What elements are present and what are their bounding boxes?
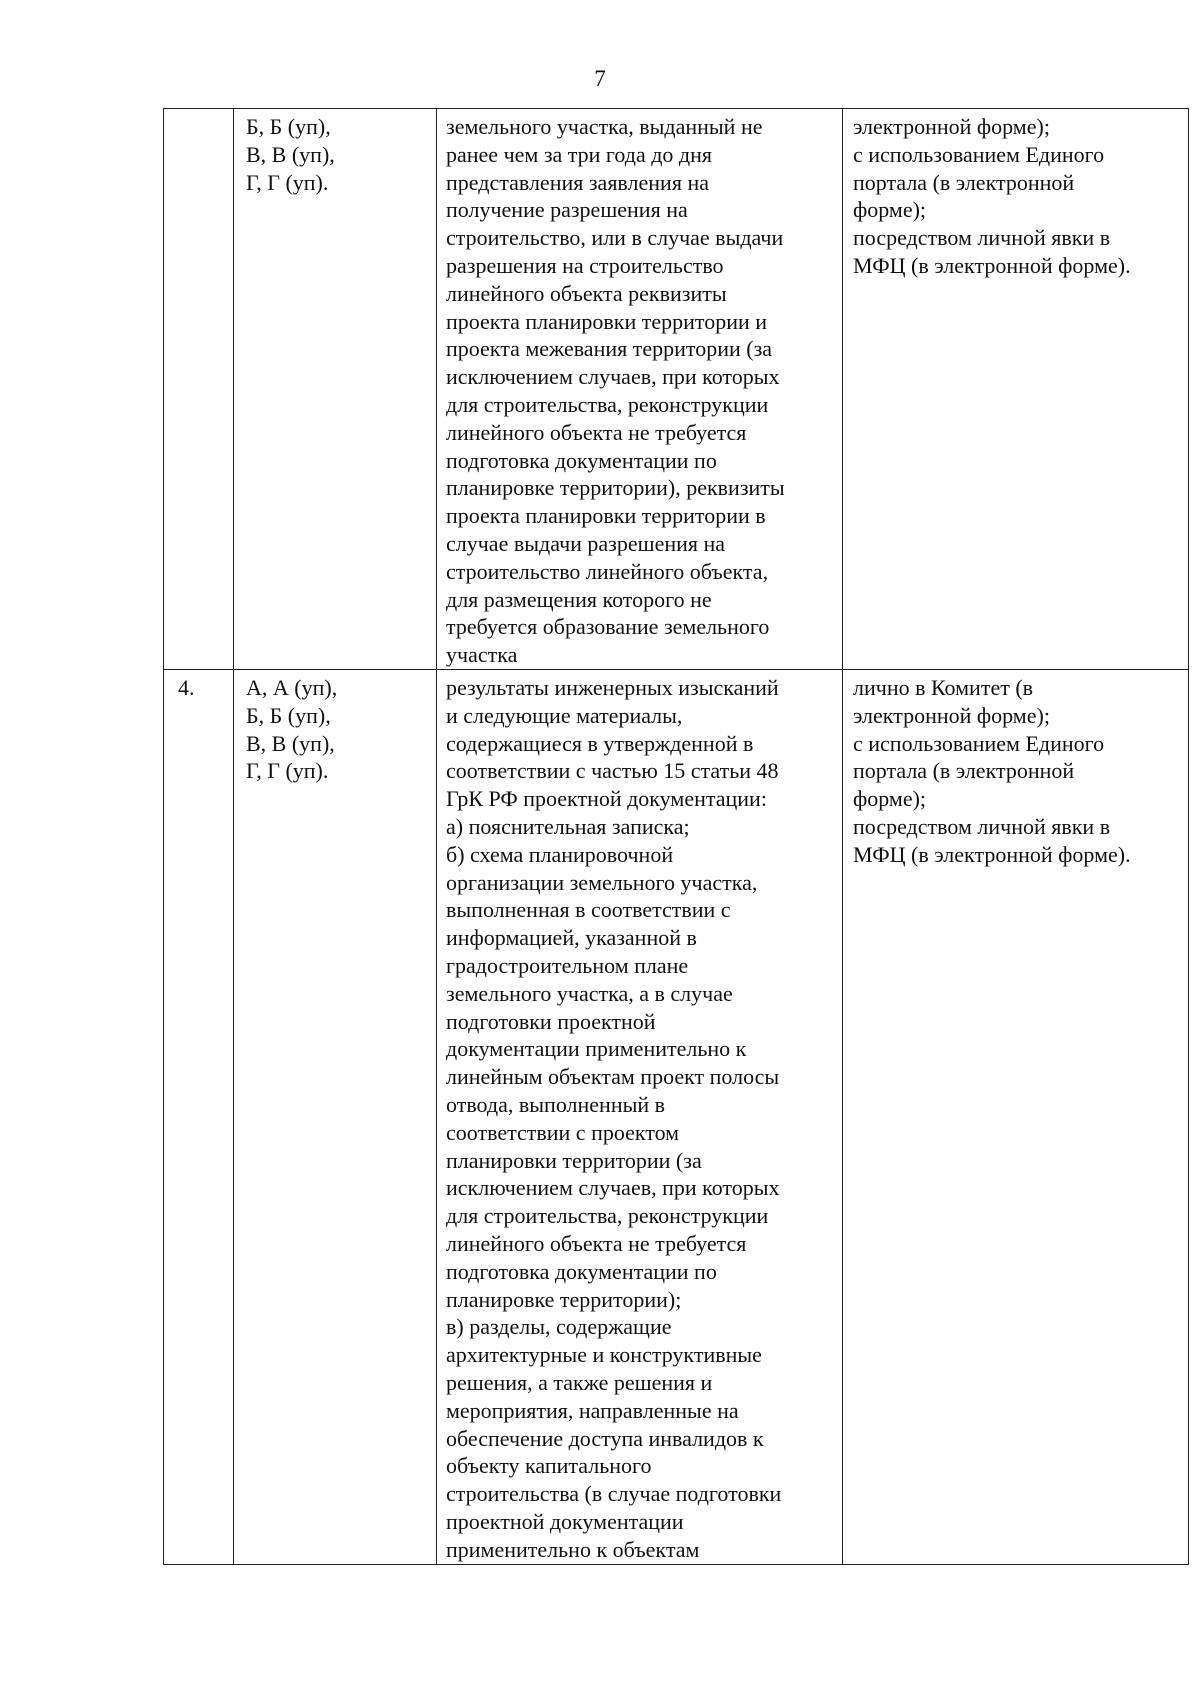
method-line: электронной форме);	[853, 114, 1050, 139]
document-line: информацией, указанной в	[446, 925, 697, 951]
document-line: градостроительном плане	[446, 952, 689, 978]
documents-cell	[437, 109, 843, 670]
method-line: МФЦ (в электронной форме).	[853, 841, 1131, 867]
document-line: соответствии с проектом	[446, 1119, 680, 1145]
category-line: Г, Г (уп).	[246, 169, 329, 195]
method-line: электронной форме);	[853, 702, 1050, 728]
table-row	[164, 109, 1189, 670]
document-line: архитектурные и конструктивные	[446, 1342, 762, 1368]
category-line: А, А (уп),	[246, 675, 338, 700]
document-line: строительство линейного объекта,	[446, 558, 769, 584]
method-line: посредством личной явки в	[853, 813, 1111, 839]
document-line: результаты инженерных изысканий	[446, 675, 779, 700]
row-number-cell	[164, 109, 234, 670]
method-line: с использованием Единого	[853, 141, 1105, 167]
document-line: проектной документации	[446, 1508, 684, 1534]
table-row	[164, 670, 1189, 1565]
applicant-categories-cell	[234, 109, 437, 670]
document-line: организации земельного участка,	[446, 869, 758, 895]
document-line: и следующие материалы,	[446, 702, 683, 728]
document-line: исключением случаев, при которых	[446, 1175, 780, 1201]
document-line: подготовка документации по	[446, 1258, 717, 1284]
document-line: линейным объектам проект полосы	[446, 1064, 780, 1090]
method-line: портала (в электронной	[853, 169, 1075, 195]
document-line: земельного участка, выданный не	[446, 114, 763, 139]
applicant-categories-cell	[234, 670, 437, 1565]
document-line: представления заявления на	[446, 169, 709, 195]
document-line: планировке территории);	[446, 1286, 682, 1312]
document-line: применительно к объектам	[446, 1536, 700, 1562]
document-line: случае выдачи разрешения на	[446, 530, 726, 556]
document-line: подготовка документации по	[446, 447, 717, 473]
document-line: строительства (в случае подготовки	[446, 1481, 782, 1507]
method-line: форме);	[853, 197, 927, 223]
document-line: требуется образование земельного	[446, 614, 770, 640]
submission-methods-cell	[843, 670, 1189, 1565]
document-line: объекту капитального	[446, 1453, 652, 1479]
document-line: отвода, выполненный в	[446, 1091, 666, 1117]
document-line: а) пояснительная записка;	[446, 813, 690, 839]
document-line: ранее чем за три года до дня	[446, 141, 713, 167]
document-line: линейного объекта не требуется	[446, 419, 747, 445]
document-line: ГрК РФ проектной документации:	[446, 786, 767, 812]
document-line: проекта планировки территории и	[446, 308, 768, 334]
document-table	[163, 108, 1189, 1565]
method-line: портала (в электронной	[853, 758, 1075, 784]
document-line: исключением случаев, при которых	[446, 364, 780, 390]
row-number: 4.	[178, 675, 195, 700]
document-line: планировки территории (за	[446, 1147, 702, 1173]
document-line: для размещения которого не	[446, 586, 712, 612]
submission-methods-cell	[843, 109, 1189, 670]
document-line: для строительства, реконструкции	[446, 1203, 769, 1229]
method-line: лично в Комитет (в	[853, 675, 1034, 700]
document-line: для строительства, реконструкции	[446, 391, 769, 417]
category-line: В, В (уп),	[246, 730, 335, 756]
document-line: мероприятия, направленные на	[446, 1397, 739, 1423]
document-line: линейного объекта не требуется	[446, 1230, 747, 1256]
document-line: обеспечение доступа инвалидов к	[446, 1425, 764, 1451]
document-line: строительство, или в случае выдачи	[446, 225, 784, 251]
document-line: участка	[446, 642, 518, 668]
method-line: посредством личной явки в	[853, 225, 1111, 251]
document-line: подготовки проектной	[446, 1008, 656, 1034]
document-line: получение разрешения на	[446, 197, 688, 223]
category-line: В, В (уп),	[246, 141, 335, 167]
document-line: линейного объекта реквизиты	[446, 280, 727, 306]
document-line: проекта планировки территории в	[446, 503, 766, 529]
document-line: документации применительно к	[446, 1036, 747, 1062]
document-line: б) схема планировочной	[446, 841, 674, 867]
documents-cell	[437, 670, 843, 1565]
method-line: с использованием Единого	[853, 730, 1105, 756]
document-line: в) разделы, содержащие	[446, 1314, 672, 1340]
document-line: выполненная в соответствии с	[446, 897, 731, 923]
method-line: МФЦ (в электронной форме).	[853, 252, 1131, 278]
page-number: 7	[594, 66, 606, 91]
method-line: форме);	[853, 786, 927, 812]
document-line: земельного участка, а в случае	[446, 980, 733, 1006]
category-line: Г, Г (уп).	[246, 758, 329, 784]
document-line: решения, а также решения и	[446, 1369, 713, 1395]
document-line: разрешения на строительство	[446, 252, 724, 278]
category-line: Б, Б (уп),	[246, 702, 331, 728]
document-line: проекта межевания территории (за	[446, 336, 773, 362]
document-line: содержащиеся в утвержденной в	[446, 730, 754, 756]
row-number-cell	[164, 670, 234, 1565]
table-body	[164, 109, 1189, 1565]
document-line: соответствии с частью 15 статьи 48	[446, 758, 779, 784]
category-line: Б, Б (уп),	[246, 114, 331, 139]
document-line: планировке территории), реквизиты	[446, 475, 785, 501]
